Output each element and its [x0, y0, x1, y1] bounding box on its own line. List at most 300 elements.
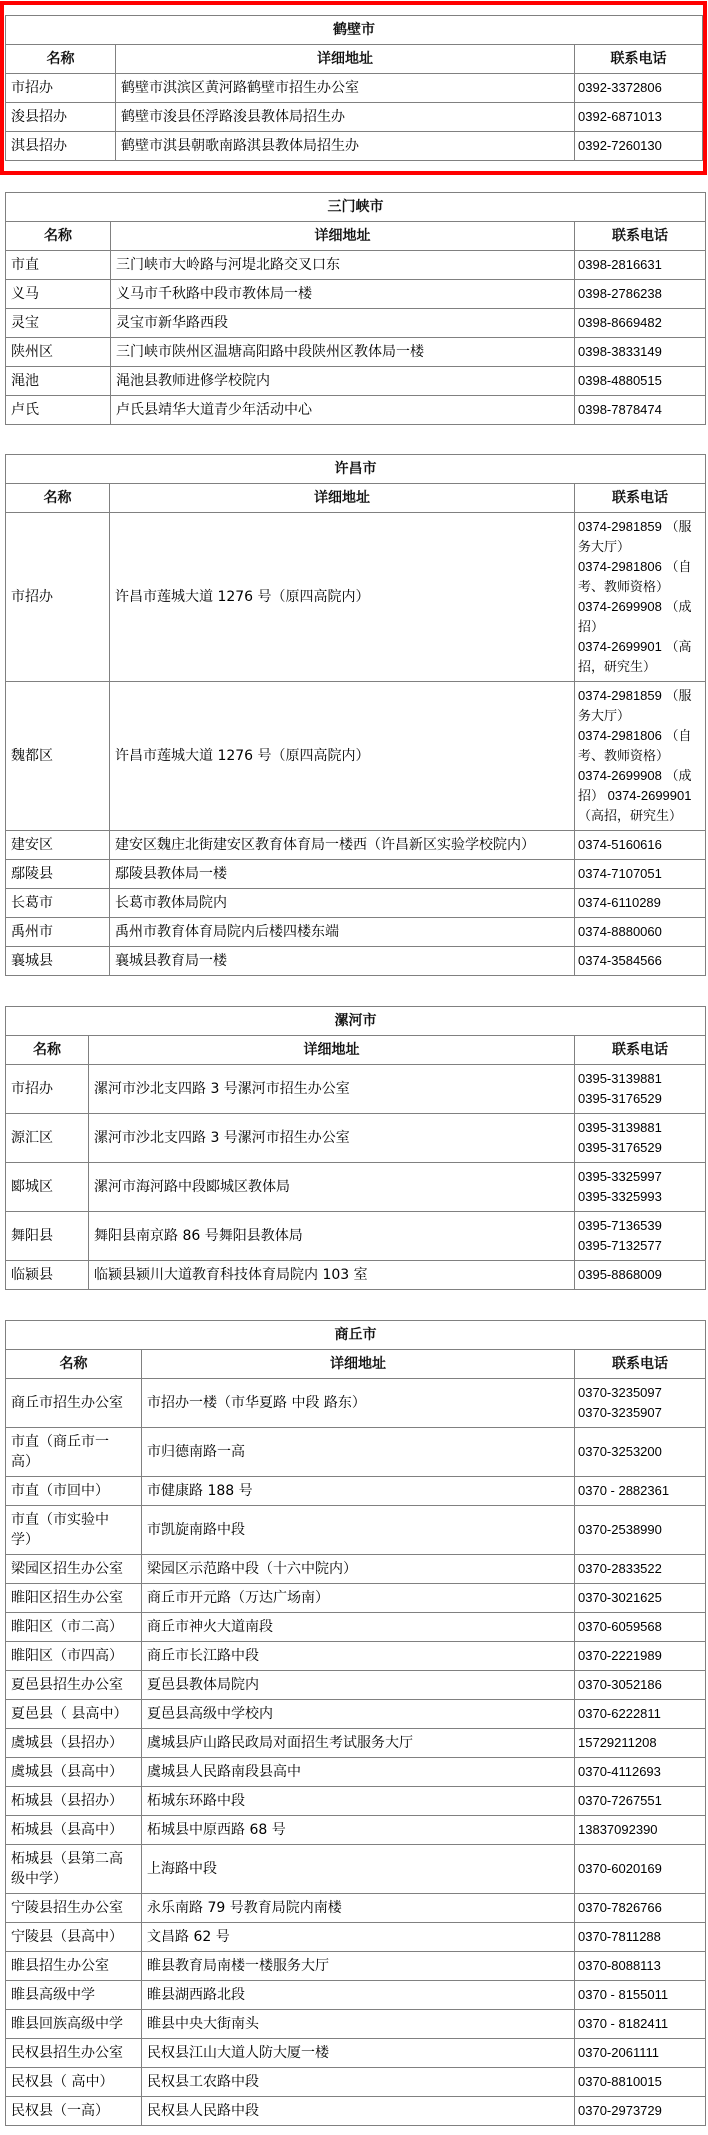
phone-cell-text: 0395-3139881: [578, 1071, 662, 1086]
column-header-address: 详细地址: [111, 222, 575, 251]
address-cell-text: 民权县工农路中段: [147, 2074, 259, 2090]
address-cell-text: 禹州市教育体育局院内后楼四楼东端: [115, 924, 339, 940]
name-cell: [6, 1729, 142, 1758]
table-row: [6, 1758, 706, 1787]
name-cell-text: 睢阳区（市二高）: [11, 1619, 123, 1635]
address-cell: [142, 2010, 575, 2039]
address-cell-text: 市健康路 188 号: [147, 1483, 253, 1499]
address-cell-text: 灵宝市新华路西段: [116, 315, 228, 331]
column-header-name: 名称: [6, 1036, 89, 1065]
table-row: [6, 1952, 706, 1981]
address-cell: [89, 1163, 575, 1212]
name-cell-text: 柘城县（县招办）: [11, 1793, 123, 1809]
address-cell: [110, 947, 575, 976]
phone-cell-text: 0395-3139881: [578, 1120, 662, 1135]
address-cell-text: 梁园区示范路中段（十六中院内）: [147, 1561, 357, 1577]
phone-cell: [575, 1787, 706, 1816]
phone-cell-text: 0398-2786238: [578, 286, 662, 301]
column-header-phone: 联系电话: [575, 45, 703, 74]
column-header-row: [6, 222, 706, 251]
table-row: [6, 338, 706, 367]
name-cell: [6, 74, 116, 103]
table-row: [6, 1428, 706, 1477]
column-header-name: 名称: [6, 45, 116, 74]
city-title: 鹤壁市: [6, 16, 703, 45]
phone-cell: [575, 251, 706, 280]
phone-cell: [575, 1700, 706, 1729]
name-cell: [6, 1477, 142, 1506]
column-header-phone: 联系电话: [575, 1350, 706, 1379]
city-title-row: [6, 455, 706, 484]
name-cell-text: 源汇区: [11, 1130, 53, 1146]
phone-cell: [575, 947, 706, 976]
name-cell: [6, 889, 110, 918]
phone-cell: [575, 889, 706, 918]
phone-cell-text: 招） 0374-2699901: [578, 788, 692, 803]
phone-cell-text: 0395-7132577: [578, 1238, 662, 1253]
phone-cell: [575, 1981, 706, 2010]
phone-cell-text: 0370-4112693: [578, 1764, 661, 1779]
address-cell: [142, 1613, 575, 1642]
name-cell: [6, 1163, 89, 1212]
phone-cell-text: 0398-8669482: [578, 315, 662, 330]
address-cell-text: 市归德南路一高: [147, 1444, 245, 1460]
table-row: [6, 513, 706, 682]
phone-cell: [575, 1555, 706, 1584]
name-cell-text: 长葛市: [11, 895, 53, 911]
name-cell: [6, 1379, 142, 1428]
name-cell: [6, 947, 110, 976]
address-cell: [116, 132, 575, 161]
address-cell-text: 临颍县颍川大道教育科技体育局院内 103 室: [94, 1267, 368, 1283]
phone-cell-text: 考、教师资格）: [578, 748, 670, 763]
name-cell-text: 市直（商丘市一: [11, 1434, 109, 1450]
column-header-name: 名称: [6, 484, 110, 513]
phone-cell-text: 0374-8880060: [578, 924, 662, 939]
city-title: 漯河市: [6, 1007, 706, 1036]
phone-cell-text: 0370-3052186: [578, 1677, 662, 1692]
phone-cell-text: 0370-7826766: [578, 1900, 662, 1915]
table-row: [6, 1379, 706, 1428]
phone-cell-text: 0370-2833522: [578, 1561, 662, 1576]
phone-cell-text: 0370 - 2882361: [578, 1483, 670, 1498]
name-cell-text: 市直（市回中）: [11, 1483, 109, 1499]
address-cell-text: 睢县中央大街南头: [147, 2016, 259, 2032]
phone-cell-text: 招）: [578, 619, 605, 634]
name-cell: [6, 251, 111, 280]
table-row: [6, 1506, 706, 1555]
address-cell: [142, 1506, 575, 1555]
city-contact-table: [5, 15, 703, 161]
phone-cell-text: 务大厅）: [578, 708, 631, 723]
address-cell: [142, 1477, 575, 1506]
column-header-address: 详细地址: [116, 45, 575, 74]
address-cell: [111, 396, 575, 425]
column-header-name: 名称: [6, 1350, 142, 1379]
name-cell-text: 民权县（一高）: [11, 2103, 109, 2119]
name-cell-text: 市直（市实验中: [11, 1512, 109, 1528]
name-cell-text: 宁陵县招生办公室: [11, 1900, 123, 1916]
address-cell: [142, 1816, 575, 1845]
address-cell-text: 夏邑县高级中学校内: [147, 1706, 273, 1722]
table-row: [6, 1114, 706, 1163]
address-cell: [110, 918, 575, 947]
phone-cell: [575, 2039, 706, 2068]
table-row: [6, 2039, 706, 2068]
name-cell-text: 睢县回族高级中学: [11, 2016, 123, 2032]
name-cell: [6, 918, 110, 947]
address-cell: [111, 251, 575, 280]
name-cell-text: 民权县招生办公室: [11, 2045, 123, 2061]
name-cell: [6, 1787, 142, 1816]
name-cell-text: 禹州市: [11, 924, 53, 940]
table-row: [6, 947, 706, 976]
name-cell: [6, 682, 110, 831]
column-header-address: 详细地址: [110, 484, 575, 513]
name-cell: [6, 1065, 89, 1114]
phone-cell-text: 0374-2699908 （成: [578, 768, 692, 783]
phone-cell-text: 0370-8810015: [578, 2074, 662, 2089]
phone-cell-text: 0374-2981859 （服: [578, 519, 692, 534]
column-header-row: [6, 484, 706, 513]
address-cell-text: 睢县教育局南楼一楼服务大厅: [147, 1958, 329, 1974]
name-cell-text: 浚县招办: [11, 109, 67, 125]
name-cell: [6, 2097, 142, 2126]
name-cell-text: 睢县招生办公室: [11, 1958, 109, 1974]
column-header-phone: 联系电话: [575, 222, 706, 251]
phone-cell: [575, 1114, 706, 1163]
phone-cell-text: 0374-2981806 （自: [578, 728, 692, 743]
table-row: [6, 2097, 706, 2126]
table-row: [6, 367, 706, 396]
name-cell-text: 柘城县（县第二高: [11, 1851, 123, 1867]
address-cell-text: 市招办一楼（市华夏路 中段 路东）: [147, 1395, 366, 1411]
phone-cell: [575, 1428, 706, 1477]
name-cell-text: 柘城县（县高中）: [11, 1822, 123, 1838]
address-cell: [110, 682, 575, 831]
table-row: [6, 1642, 706, 1671]
address-cell-text: 虞城县人民路南段县高中: [147, 1764, 301, 1780]
name-cell-text: 魏都区: [11, 748, 53, 764]
phone-cell-text: 0392-6871013: [578, 109, 662, 124]
phone-cell-text: 0398-7878474: [578, 402, 662, 417]
table-row: [6, 1212, 706, 1261]
table-row: [6, 831, 706, 860]
name-cell: [6, 1584, 142, 1613]
table-row: [6, 1923, 706, 1952]
address-cell-text: 市凯旋南路中段: [147, 1522, 245, 1538]
name-cell: [6, 1894, 142, 1923]
column-header-row: [6, 45, 703, 74]
phone-cell-text: 0374-2699901 （高: [578, 639, 692, 654]
address-cell: [110, 831, 575, 860]
address-cell-text: 鹤壁市浚县伾浮路浚县教体局招生办: [121, 109, 345, 125]
name-cell-text: 建安区: [11, 837, 53, 853]
phone-cell-text: 考、教师资格）: [578, 579, 670, 594]
city-contact-table: [5, 1320, 706, 2126]
address-cell: [142, 1642, 575, 1671]
address-cell-text: 睢县湖西路北段: [147, 1987, 245, 2003]
column-header-name: 名称: [6, 222, 111, 251]
name-cell-text: 市招办: [11, 1081, 53, 1097]
city-title: 许昌市: [6, 455, 706, 484]
phone-cell-text: （高招，研究生）: [578, 808, 683, 823]
table-row: [6, 1894, 706, 1923]
name-cell: [6, 1671, 142, 1700]
address-cell: [142, 1981, 575, 2010]
phone-cell: [575, 1261, 706, 1290]
address-cell: [116, 103, 575, 132]
phone-cell: [575, 309, 706, 338]
phone-cell-text: 0374-7107051: [578, 866, 662, 881]
phone-cell: [575, 1379, 706, 1428]
address-cell: [110, 889, 575, 918]
phone-cell-text: 0374-6110289: [578, 895, 661, 910]
name-cell-text: 宁陵县（县高中）: [11, 1929, 123, 1945]
phone-cell-text: 0370-8088113: [578, 1958, 661, 1973]
phone-cell-text: 务大厅）: [578, 539, 631, 554]
name-cell-text: 级中学）: [11, 1871, 67, 1887]
address-cell-text: 文昌路 62 号: [147, 1929, 230, 1945]
table-row: [6, 2010, 706, 2039]
phone-cell: [575, 396, 706, 425]
address-cell: [142, 1671, 575, 1700]
address-cell-text: 三门峡市大岭路与河堤北路交叉口东: [116, 257, 340, 273]
table-row: [6, 889, 706, 918]
table-row: [6, 682, 706, 831]
phone-cell-text: 招，研究生）: [578, 659, 657, 674]
name-cell-text: 夏邑县（ 县高中）: [11, 1706, 128, 1722]
city-title: 三门峡市: [6, 193, 706, 222]
address-cell-text: 三门峡市陕州区温塘高阳路中段陕州区教体局一楼: [116, 344, 424, 360]
name-cell-text: 淇县招办: [11, 138, 67, 154]
address-cell-text: 许昌市莲城大道 1276 号（原四高院内）: [115, 748, 370, 764]
phone-cell: [575, 338, 706, 367]
name-cell: [6, 1506, 142, 1555]
name-cell: [6, 2010, 142, 2039]
address-cell: [111, 309, 575, 338]
name-cell: [6, 338, 111, 367]
address-cell-text: 舞阳县南京路 86 号舞阳县教体局: [94, 1228, 303, 1244]
address-cell: [89, 1065, 575, 1114]
name-cell-text: 高）: [11, 1454, 39, 1470]
address-cell-text: 长葛市教体局院内: [115, 895, 227, 911]
table-row: [6, 1261, 706, 1290]
table-row: [6, 1477, 706, 1506]
address-cell-text: 鄢陵县教体局一楼: [115, 866, 227, 882]
phone-cell: [575, 132, 703, 161]
table-row: [6, 1613, 706, 1642]
phone-cell-text: 0374-3584566: [578, 953, 662, 968]
address-cell-text: 漯河市沙北支四路 3 号漯河市招生办公室: [94, 1081, 350, 1097]
phone-cell-text: 0395-3176529: [578, 1140, 662, 1155]
table-row: [6, 251, 706, 280]
phone-cell: [575, 1584, 706, 1613]
table-row: [6, 74, 703, 103]
phone-cell: [575, 1729, 706, 1758]
city-title-row: [6, 1007, 706, 1036]
address-cell: [142, 1700, 575, 1729]
name-cell: [6, 103, 116, 132]
column-header-row: [6, 1036, 706, 1065]
city-contact-table: [5, 1006, 706, 1290]
phone-cell: [575, 1758, 706, 1787]
name-cell-text: 义马: [11, 286, 39, 302]
column-header-phone: 联系电话: [575, 1036, 706, 1065]
name-cell-text: 郾城区: [11, 1179, 53, 1195]
name-cell-text: 民权县（ 高中）: [11, 2074, 114, 2090]
phone-cell: [575, 1894, 706, 1923]
address-cell-text: 建安区魏庄北街建安区教育体育局一楼西（许昌新区实验学校院内）: [115, 837, 535, 853]
address-cell-text: 夏邑县教体局院内: [147, 1677, 259, 1693]
name-cell: [6, 1642, 142, 1671]
phone-cell: [575, 103, 703, 132]
name-cell: [6, 1758, 142, 1787]
address-cell: [116, 74, 575, 103]
name-cell: [6, 396, 111, 425]
address-cell-text: 鹤壁市淇县朝歌南路淇县教体局招生办: [121, 138, 359, 154]
phone-cell-text: 0370-2221989: [578, 1648, 662, 1663]
name-cell-text: 市直: [11, 257, 39, 273]
address-cell: [142, 1758, 575, 1787]
phone-cell-text: 0395-8868009: [578, 1267, 662, 1282]
table-row: [6, 1981, 706, 2010]
table-row: [6, 2068, 706, 2097]
phone-cell-text: 0392-3372806: [578, 80, 662, 95]
address-cell-text: 渑池县教师进修学校院内: [116, 373, 270, 389]
name-cell-text: 虞城县（县高中）: [11, 1764, 123, 1780]
city-contact-table: [5, 454, 706, 976]
address-cell: [142, 1379, 575, 1428]
address-cell-text: 民权县人民路中段: [147, 2103, 259, 2119]
name-cell: [6, 309, 111, 338]
phone-cell-text: 0395-3325993: [578, 1189, 662, 1204]
address-cell-text: 商丘市开元路（万达广场南）: [147, 1590, 329, 1606]
address-cell: [142, 1923, 575, 1952]
name-cell-text: 睢县高级中学: [11, 1987, 95, 2003]
address-cell: [110, 513, 575, 682]
address-cell: [142, 1787, 575, 1816]
address-cell: [142, 1584, 575, 1613]
address-cell-text: 商丘市长江路中段: [147, 1648, 259, 1664]
address-cell-text: 襄城县教育局一楼: [115, 953, 227, 969]
phone-cell-text: 0370 - 8182411: [578, 2016, 669, 2031]
phone-cell: [575, 74, 703, 103]
phone-cell-text: 0398-4880515: [578, 373, 662, 388]
address-cell: [110, 860, 575, 889]
phone-cell: [575, 1477, 706, 1506]
name-cell: [6, 2068, 142, 2097]
phone-cell-text: 0370-6222811: [578, 1706, 661, 1721]
phone-cell-text: 0370-3021625: [578, 1590, 662, 1605]
phone-cell: [575, 1642, 706, 1671]
phone-cell-text: 0370-7811288: [578, 1929, 661, 1944]
name-cell-text: 睢阳区招生办公室: [11, 1590, 123, 1606]
phone-cell-text: 0395-3176529: [578, 1091, 662, 1106]
phone-cell: [575, 1923, 706, 1952]
phone-cell-text: 0370 - 8155011: [578, 1987, 669, 2002]
name-cell: [6, 1114, 89, 1163]
name-cell-text: 陕州区: [11, 344, 53, 360]
phone-cell-text: 0370-2973729: [578, 2103, 662, 2118]
address-cell: [142, 1845, 575, 1894]
table-row: [6, 1816, 706, 1845]
table-row: [6, 1584, 706, 1613]
phone-cell: [575, 2010, 706, 2039]
phone-cell-text: 0370-6020169: [578, 1861, 662, 1876]
table-row: [6, 1729, 706, 1758]
phone-cell-text: 0398-2816631: [578, 257, 662, 272]
name-cell: [6, 1212, 89, 1261]
table-row: [6, 280, 706, 309]
name-cell: [6, 1845, 142, 1894]
phone-cell-text: 0395-7136539: [578, 1218, 662, 1233]
address-cell-text: 虞城县庐山路民政局对面招生考试服务大厅: [147, 1735, 413, 1751]
phone-cell-text: 0374-2981859 （服: [578, 688, 692, 703]
city-title-row: [6, 193, 706, 222]
address-cell: [89, 1212, 575, 1261]
table-row: [6, 1845, 706, 1894]
name-cell: [6, 1981, 142, 2010]
table-row: [6, 918, 706, 947]
address-cell: [142, 2039, 575, 2068]
name-cell: [6, 2039, 142, 2068]
column-header-address: 详细地址: [89, 1036, 575, 1065]
phone-cell: [575, 1952, 706, 1981]
phone-cell-text: 0374-2699908 （成: [578, 599, 692, 614]
name-cell: [6, 831, 110, 860]
address-cell: [142, 1428, 575, 1477]
name-cell: [6, 367, 111, 396]
phone-cell: [575, 1671, 706, 1700]
address-cell: [142, 2068, 575, 2097]
address-cell: [111, 338, 575, 367]
phone-cell: [575, 513, 706, 682]
table-row: [6, 132, 703, 161]
column-header-row: [6, 1350, 706, 1379]
name-cell-text: 商丘市招生办公室: [11, 1395, 123, 1411]
name-cell: [6, 860, 110, 889]
phone-cell: [575, 682, 706, 831]
phone-cell: [575, 2097, 706, 2126]
address-cell: [142, 1729, 575, 1758]
table-row: [6, 1787, 706, 1816]
address-cell: [111, 280, 575, 309]
phone-cell: [575, 367, 706, 396]
phone-cell: [575, 1613, 706, 1642]
name-cell: [6, 1428, 142, 1477]
phone-cell: [575, 280, 706, 309]
name-cell-text: 睢阳区（市四高）: [11, 1648, 123, 1664]
name-cell-text: 灵宝: [11, 315, 39, 331]
name-cell-text: 襄城县: [11, 953, 53, 969]
address-cell: [89, 1114, 575, 1163]
phone-cell: [575, 1845, 706, 1894]
table-row: [6, 1555, 706, 1584]
name-cell: [6, 280, 111, 309]
name-cell-text: 市招办: [11, 589, 53, 605]
phone-cell-text: 0370-3235907: [578, 1405, 662, 1420]
name-cell: [6, 1700, 142, 1729]
phone-cell-text: 0398-3833149: [578, 344, 662, 359]
name-cell-text: 虞城县（县招办）: [11, 1735, 123, 1751]
address-cell-text: 漯河市沙北支四路 3 号漯河市招生办公室: [94, 1130, 350, 1146]
phone-cell-text: 0370-3253200: [578, 1444, 662, 1459]
phone-cell: [575, 831, 706, 860]
address-cell: [142, 1555, 575, 1584]
phone-cell-text: 15729211208: [578, 1735, 657, 1750]
name-cell-text: 卢氏: [11, 402, 39, 418]
